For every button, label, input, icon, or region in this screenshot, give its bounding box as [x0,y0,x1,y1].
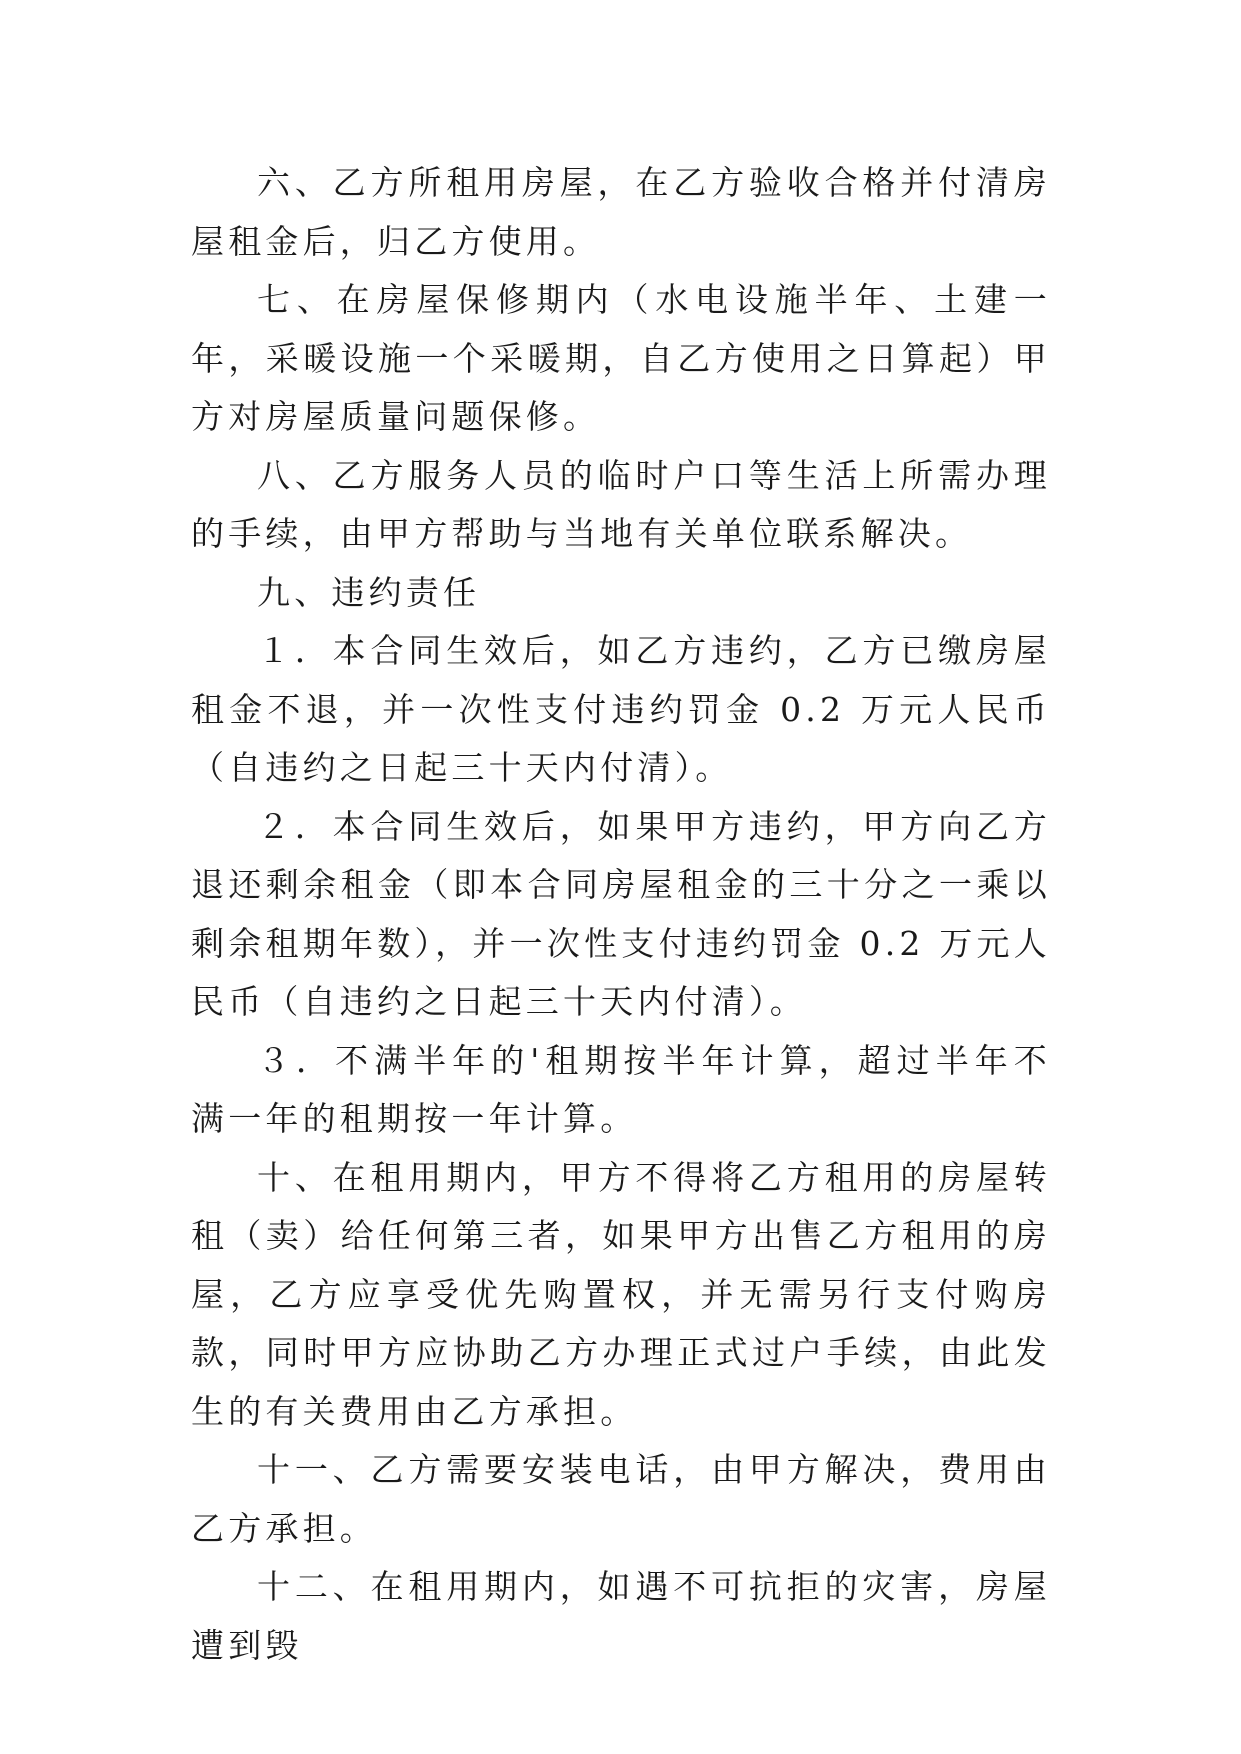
clause-12-paragraph: 十二、在租用期内，如遇不可抗拒的灾害，房屋遭到毁 [191,1567,1051,1665]
clause-9-item-1: １．本合同生效后，如乙方违约，乙方已缴房屋租金不退，并一次性支付违约罚金 0.2 万元人民币（自违约之日起三十天内付清）。 [191,631,1051,787]
clause-9-item-3: ３．不满半年的'租期按半年计算，超过半年不满一年的租期按一年计算。 [191,1040,1051,1138]
clause-10-paragraph: 十、在租用期内，甲方不得将乙方租用的房屋转租（卖）给任何第三者，如果甲方出售乙方租用的房屋，乙方应享受优先购置权，并无需另行支付购房款，同时甲方应协助乙方办理正式过户手续，由此发生的有关费用由乙方承担。 [191,1157,1051,1431]
clause-7-paragraph: 七、在房屋保修期内（水电设施半年、土建一年，采暖设施一个采暖期，自乙方使用之日算起）甲方对房屋质量问题保修。 [191,280,1051,436]
clause-9-item-2: ２．本合同生效后，如果甲方违约，甲方向乙方退还剩余租金（即本合同房屋租金的三十分之一乘以剩余租期年数），并一次性支付违约罚金 0.2 万元人民币（自违约之日起三十天内付清）。 [191,806,1051,1021]
clause-6-paragraph: 六、乙方所租用房屋，在乙方验收合格并付清房屋租金后，归乙方使用。 [191,163,1051,261]
document-body [191,154,1051,1675]
clause-8-paragraph: 八、乙方服务人员的临时户口等生活上所需办理的手续，由甲方帮助与当地有关单位联系解决。 [191,455,1051,553]
clause-9-heading: 九、违约责任 [257,572,481,612]
clause-11-paragraph: 十一、乙方需要安装电话，由甲方解决，费用由乙方承担。 [191,1450,1051,1548]
